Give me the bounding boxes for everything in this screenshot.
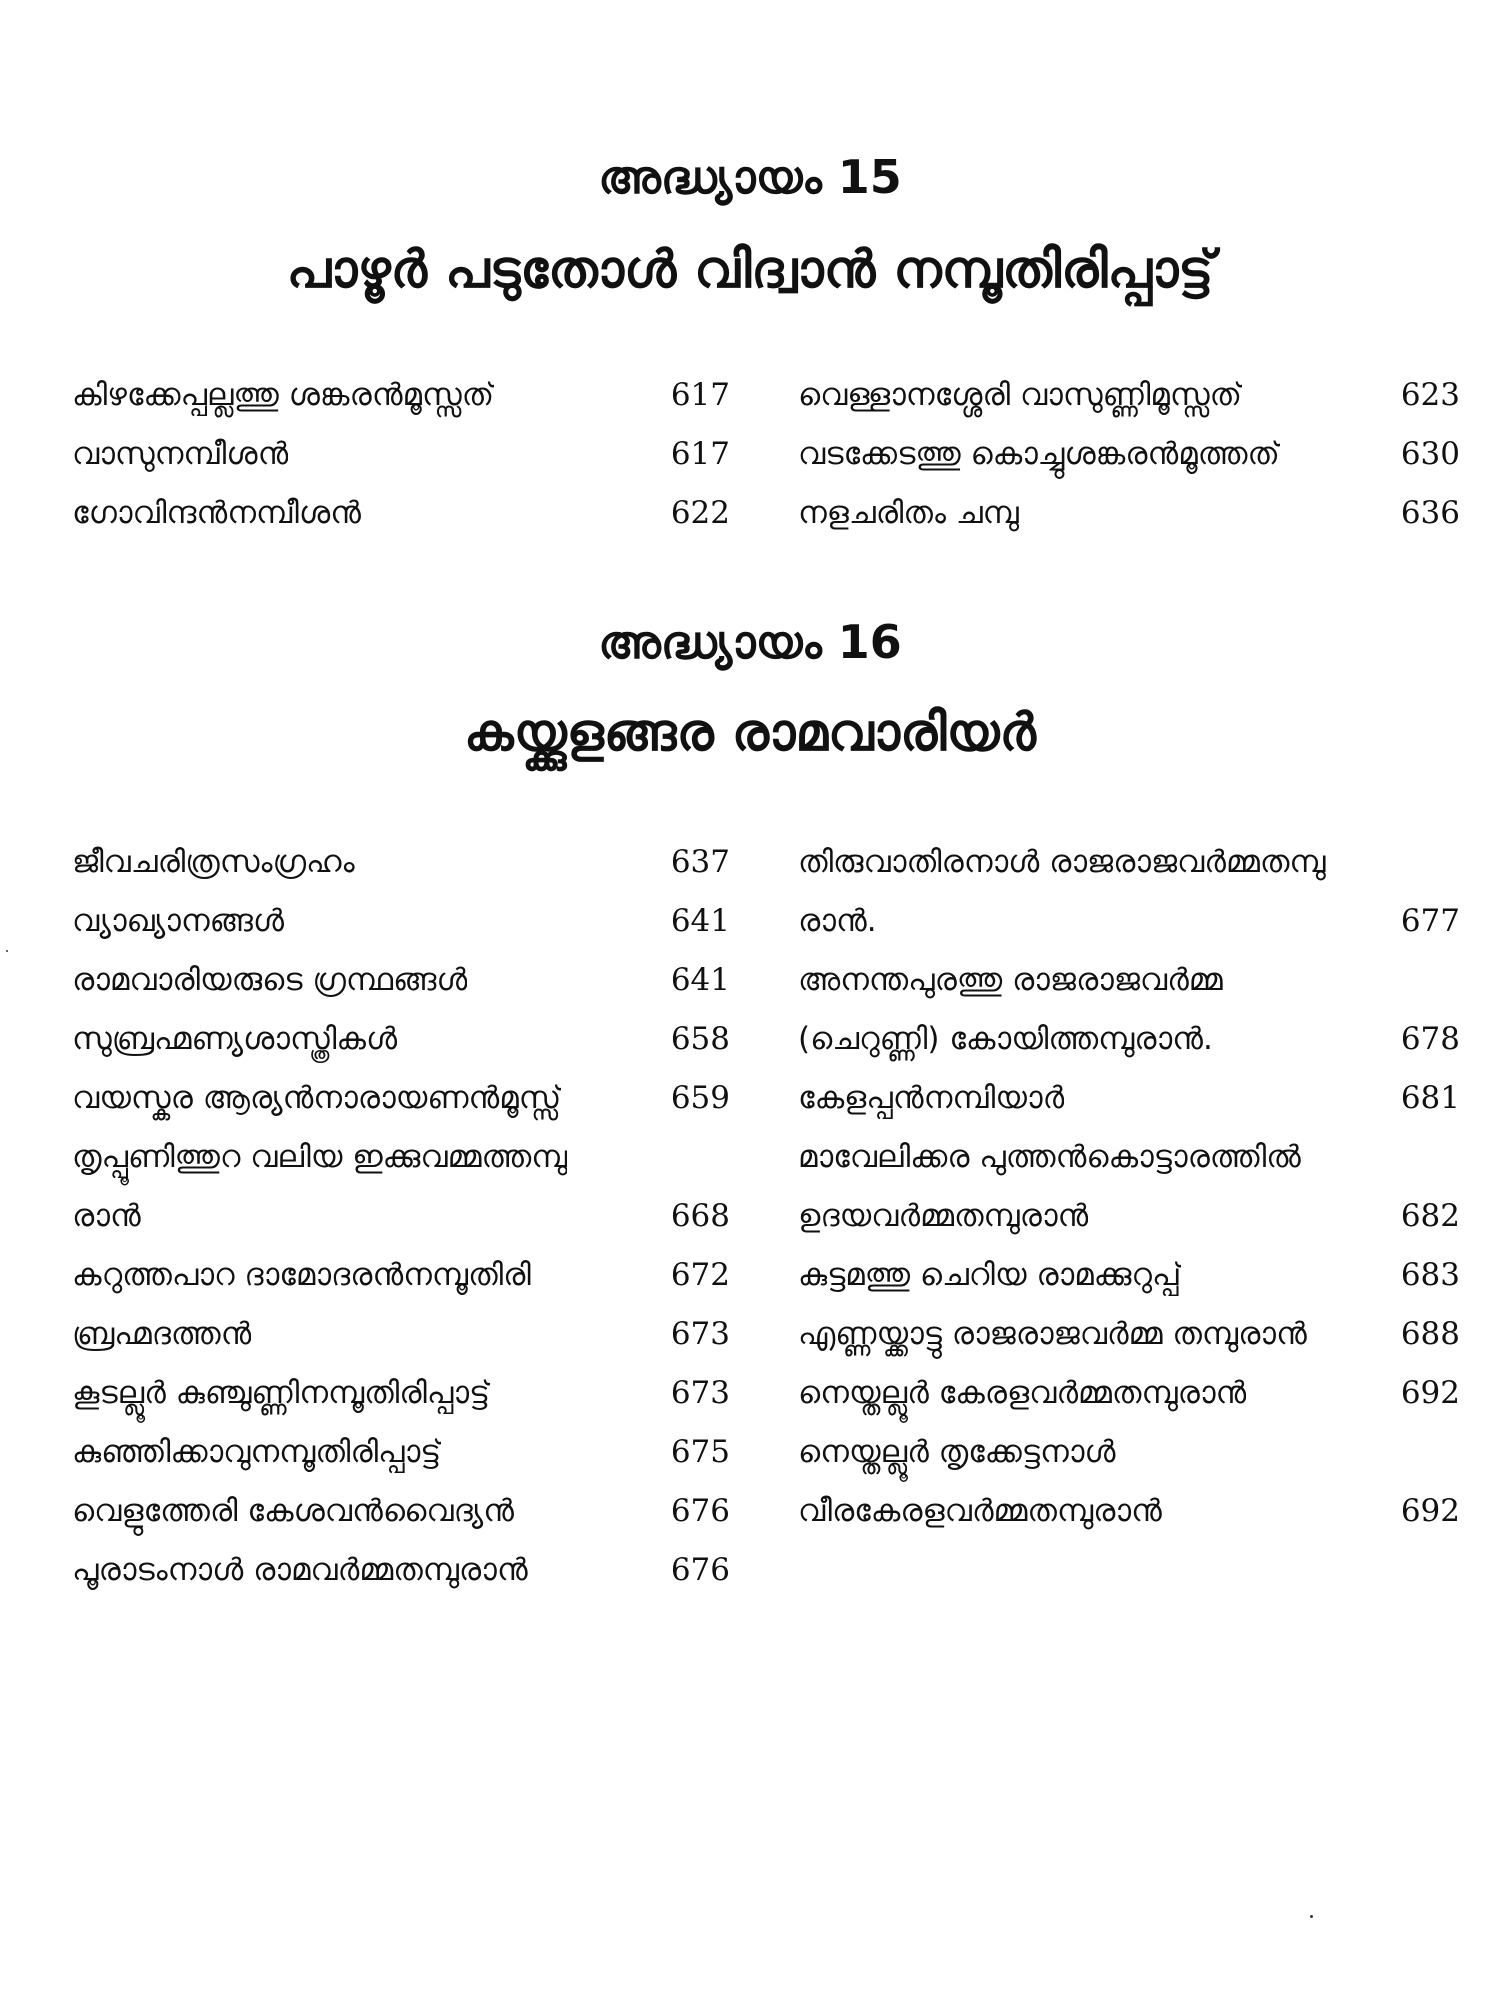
chapter-15-left-column [72, 366, 730, 543]
toc-entry-title: ഗോവിന്ദൻനമ്പീശൻ [72, 495, 361, 531]
toc-entry [798, 1364, 1460, 1423]
chapter-16-title: കയ്ക്കുളങ്ങര രാമവാരിയർ [464, 703, 1036, 763]
toc-entry [798, 1305, 1460, 1364]
toc-entry [72, 366, 730, 425]
toc-entry-page-number: 673 [670, 1375, 730, 1411]
toc-entry-page-number: 673 [670, 1316, 730, 1352]
toc-entry [798, 951, 1460, 1010]
toc-entry-title: രാമവാരിയരുടെ ഗ്രന്ഥങ്ങൾ [72, 962, 468, 998]
toc-entry-page-number: 630 [1400, 436, 1460, 472]
toc-entry-page-number: 692 [1400, 1493, 1460, 1529]
toc-entry-title: അനന്തപുരത്തു രാജരാജവർമ്മ [798, 962, 1223, 998]
toc-entry-title: വയസ്കര ആര്യൻനാരായണൻമൂസ്സ് [72, 1080, 562, 1116]
toc-entry [72, 1010, 730, 1069]
toc-entry-title: വ്യാഖ്യാനങ്ങൾ [72, 903, 285, 939]
toc-entry [72, 484, 730, 543]
speck-mark [1310, 1915, 1313, 1918]
toc-entry [798, 833, 1460, 892]
chapter-16-left-column [72, 833, 730, 1600]
toc-entry [798, 484, 1460, 543]
toc-entry-title: വെള്ളാനശ്ശേരി വാസുണ്ണിമൂസ്സത് [798, 377, 1243, 413]
toc-entry [72, 1541, 730, 1600]
toc-entry-title: കൂടല്ലൂർ കുഞ്ചുണ്ണിനമ്പൂതിരിപ്പാട്ട് [72, 1375, 491, 1411]
toc-entry [72, 833, 730, 892]
toc-entry [798, 425, 1460, 484]
toc-entry [798, 1069, 1460, 1128]
toc-entry-page-number: 623 [1400, 377, 1460, 413]
speck-mark [6, 950, 8, 952]
toc-entry [72, 1364, 730, 1423]
toc-entry-title: തിരുവാതിരനാൾ രാജരാജവർമ്മതമ്പു [798, 844, 1326, 880]
toc-entry-page-number: 681 [1400, 1080, 1460, 1116]
toc-entry-title: ബ്രഹ്മദത്തൻ [72, 1316, 252, 1352]
toc-entry-title: തൃപ്പൂണിത്തുറ വലിയ ഇക്കുവമ്മത്തമ്പു [72, 1139, 568, 1175]
toc-entry-title: വടക്കേടത്തു കൊച്ചുശങ്കരൻമൂത്തത് [798, 436, 1280, 472]
toc-entry-page-number: 659 [670, 1080, 730, 1116]
toc-entry [72, 425, 730, 484]
toc-entry-page-number: 636 [1400, 495, 1460, 531]
toc-entry [72, 1069, 730, 1128]
toc-entry [72, 1187, 730, 1246]
toc-entry-title: കുട്ടമത്തു ചെറിയ രാമക്കുറുപ്പ് [798, 1257, 1182, 1293]
chapter-16-number: അദ്ധ്യായം 16 [598, 615, 902, 669]
toc-entry-title: കുഞ്ഞിക്കാവുനമ്പൂതിരിപ്പാട്ട് [72, 1434, 442, 1470]
toc-entry-page-number: 658 [670, 1021, 730, 1057]
toc-entry-title: വെളുത്തേരി കേശവൻവൈദ്യൻ [72, 1493, 514, 1529]
toc-entry [72, 1482, 730, 1541]
toc-entry-title: എണ്ണയ്ക്കാട്ടു രാജരാജവർമ്മ തമ്പുരാൻ [798, 1316, 1307, 1352]
toc-entry [798, 1423, 1460, 1482]
toc-entry-title: ജീവചരിത്രസംഗ്രഹം [72, 844, 355, 880]
toc-entry-page-number: 675 [670, 1434, 730, 1470]
toc-entry-page-number: 641 [670, 903, 730, 939]
toc-entry-page-number: 682 [1400, 1198, 1460, 1234]
toc-entry [798, 1128, 1460, 1187]
toc-entry-title: (ചെറുണ്ണി) കോയിത്തമ്പുരാൻ. [798, 1021, 1213, 1057]
toc-entry-title: വാസുനമ്പീശൻ [72, 436, 289, 472]
toc-entry [72, 1128, 730, 1187]
toc-entry [72, 1305, 730, 1364]
toc-entry-page-number: 692 [1400, 1375, 1460, 1411]
chapter-15-right-column [798, 366, 1460, 543]
toc-entry-page-number: 688 [1400, 1316, 1460, 1352]
toc-entry-page-number: 622 [670, 495, 730, 531]
toc-entry-title: രാൻ [72, 1198, 141, 1234]
chapter-16-right-column [798, 833, 1460, 1541]
toc-entry-page-number: 637 [670, 844, 730, 880]
toc-entry-page-number: 676 [670, 1552, 730, 1588]
toc-entry-title: സുബ്രഹ്മണ്യശാസ്ത്രികൾ [72, 1021, 398, 1057]
chapter-15-number: അദ്ധ്യായം 15 [598, 150, 902, 204]
toc-entry-title: നളചരിതം ചമ്പു [798, 495, 1019, 531]
toc-entry [798, 1187, 1460, 1246]
toc-entry-page-number: 678 [1400, 1021, 1460, 1057]
toc-entry-page-number: 683 [1400, 1257, 1460, 1293]
toc-entry-title: നെയ്തല്ലൂർ കേരളവർമ്മതമ്പുരാൻ [798, 1375, 1247, 1411]
toc-entry [798, 892, 1460, 951]
toc-entry [72, 951, 730, 1010]
toc-entry-title: രാൻ. [798, 903, 877, 939]
toc-entry-title: പൂരാടംനാൾ രാമവർമ്മതമ്പുരാൻ [72, 1552, 528, 1588]
toc-entry-page-number: 617 [670, 436, 730, 472]
toc-entry-page-number: 677 [1400, 903, 1460, 939]
toc-entry-title: ഉദയവർമ്മതമ്പുരാൻ [798, 1198, 1089, 1234]
toc-entry-page-number: 668 [670, 1198, 730, 1234]
toc-entry-title: കറുത്തപാറ ദാമോദരൻനമ്പൂതിരി [72, 1257, 531, 1293]
toc-entry-title: നെയ്തല്ലൂർ തൃക്കേട്ടനാൾ [798, 1434, 1116, 1470]
toc-entry [72, 1246, 730, 1305]
toc-entry-page-number: 672 [670, 1257, 730, 1293]
toc-entry [798, 1010, 1460, 1069]
toc-entry-title: മാവേലിക്കര പുത്തൻകൊട്ടാരത്തിൽ [798, 1139, 1301, 1175]
toc-entry [798, 1246, 1460, 1305]
toc-entry-title: കേളപ്പൻനമ്പിയാർ [798, 1080, 1065, 1116]
toc-entry [72, 1423, 730, 1482]
chapter-15-title: പാഴൂർ പടുതോൾ വിദ്വാൻ നമ്പൂതിരിപ്പാട്ട് [286, 240, 1214, 300]
toc-entry [798, 1482, 1460, 1541]
toc-entry-title: കിഴക്കേപ്പല്ലത്തു ശങ്കരൻമൂസ്സത് [72, 377, 495, 413]
toc-entry-page-number: 676 [670, 1493, 730, 1529]
toc-entry-title: വീരകേരളവർമ്മതമ്പുരാൻ [798, 1493, 1162, 1529]
toc-entry [72, 892, 730, 951]
toc-entry [798, 366, 1460, 425]
toc-entry-page-number: 641 [670, 962, 730, 998]
toc-entry-page-number: 617 [670, 377, 730, 413]
